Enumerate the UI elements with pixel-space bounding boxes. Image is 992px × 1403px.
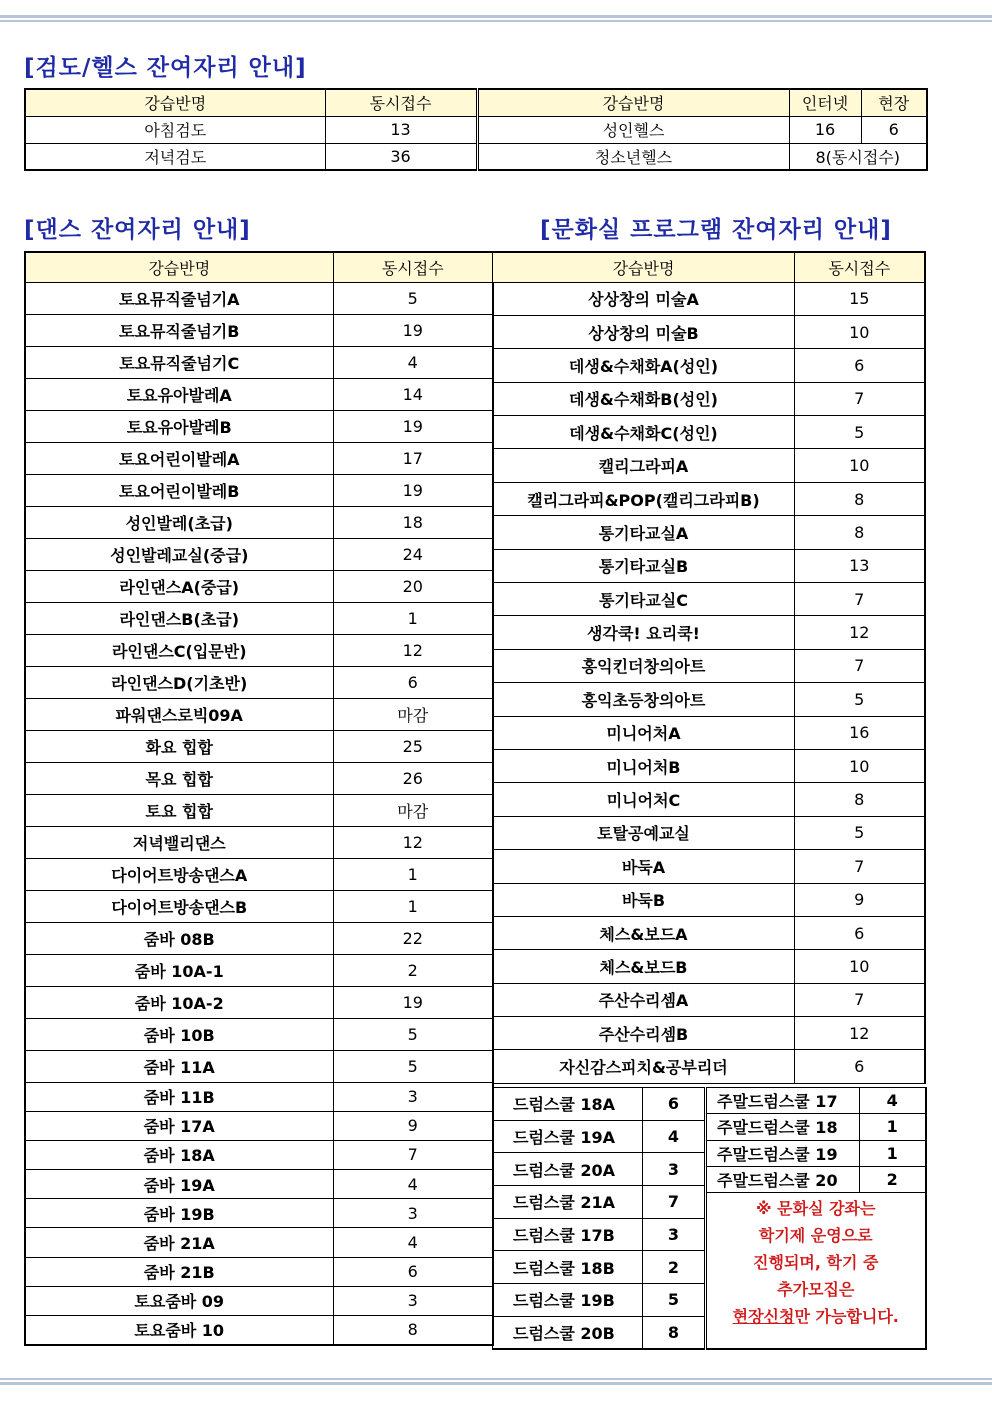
seat-count: 19 (333, 986, 493, 1018)
class-name: 토요줌바 09 (25, 1286, 333, 1315)
class-name: 홍익초등창의아트 (493, 683, 795, 716)
class-name: 토요유아발레A (25, 378, 333, 410)
class-name: 아침검도 (25, 116, 325, 143)
bottom-frame-line (0, 1378, 992, 1385)
class-name: 캘리그라피A (493, 449, 795, 482)
table-row (493, 883, 925, 916)
table-row (25, 1170, 493, 1199)
seat-count: 4 (860, 1088, 926, 1114)
class-name: 줌바 10A-1 (25, 954, 333, 986)
class-name: 자신감스피치&공부리더 (493, 1050, 795, 1083)
seat-count: 3 (333, 1199, 493, 1228)
table-row (25, 1286, 493, 1315)
internet-count: 16 (789, 116, 861, 143)
class-name: 드럼스쿨 18A (493, 1088, 643, 1121)
table-row (25, 506, 493, 538)
class-name: 줌바 08B (25, 922, 333, 954)
seat-count: 1 (860, 1114, 926, 1140)
table-row (25, 538, 493, 570)
class-name: 토요유아발레B (25, 410, 333, 442)
table-row (25, 1140, 493, 1169)
note-line (707, 1303, 925, 1330)
table-row (493, 583, 925, 616)
seat-count: 4 (333, 346, 493, 378)
seat-count: 2 (333, 954, 493, 986)
note-line: 학기제 운영으로 (758, 1226, 873, 1246)
seat-count: 14 (333, 378, 493, 410)
class-name: 체스&보드B (493, 950, 795, 983)
table-row (493, 282, 925, 315)
header-class-name: 강습반명 (25, 89, 325, 116)
seat-count: 18 (333, 506, 493, 538)
class-name: 토요어린이발레A (25, 442, 333, 474)
seat-count: 5 (795, 683, 925, 716)
class-name: 드럼스쿨 18B (493, 1251, 643, 1284)
seat-count: 13 (795, 549, 925, 582)
seat-count: 1 (333, 602, 493, 634)
class-name: 통기타교실B (493, 549, 795, 582)
dance-title: [댄스 잔여자리 안내] (24, 217, 251, 243)
table-row (25, 143, 927, 170)
table-row (493, 816, 925, 849)
table-row (493, 649, 925, 682)
seat-count: 3 (643, 1153, 705, 1186)
seat-count: 7 (795, 850, 925, 883)
table-row (493, 1153, 705, 1186)
seat-count: 7 (795, 583, 925, 616)
class-name: 드럼스쿨 20A (493, 1153, 643, 1186)
seat-count: 5 (795, 416, 925, 449)
table-row (25, 442, 493, 474)
table-row (493, 683, 925, 716)
onsite-count: 6 (861, 116, 927, 143)
table-row (25, 730, 493, 762)
class-name: 성인발레교실(중급) (25, 538, 333, 570)
class-name: 바둑B (493, 883, 795, 916)
seat-count: 12 (333, 634, 493, 666)
class-name: 토요뮤직줄넘기A (25, 282, 333, 314)
class-name: 체스&보드A (493, 916, 795, 949)
seat-count: 7 (795, 649, 925, 682)
seat-count: 36 (325, 143, 477, 170)
class-name: 주말드럼스쿨 18 (706, 1114, 860, 1140)
seat-count: 10 (795, 449, 925, 482)
table-row (493, 382, 925, 415)
class-name: 미니어처C (493, 783, 795, 816)
dance-table (24, 251, 494, 1346)
seat-count: 마감 (333, 698, 493, 730)
seat-count: 15 (795, 282, 925, 315)
table-row (25, 346, 493, 378)
table-row (25, 410, 493, 442)
culture-title: [문화실 프로그램 잔여자리 안내] (540, 217, 892, 243)
seat-count: 1 (860, 1140, 926, 1166)
seat-count: 8 (795, 783, 925, 816)
seat-count: 4 (333, 1170, 493, 1199)
class-name: 줌바 10B (25, 1018, 333, 1050)
table-row (493, 983, 925, 1016)
class-name: 줌바 17A (25, 1111, 333, 1140)
seat-count: 4 (333, 1228, 493, 1257)
class-name: 줌바 19B (25, 1199, 333, 1228)
class-name: 줌바 10A-2 (25, 986, 333, 1018)
seat-count: 10 (795, 315, 925, 348)
class-name: 토탈공예교실 (493, 816, 795, 849)
header-internet: 인터넷 (789, 89, 861, 116)
class-name: 토요어린이발레B (25, 474, 333, 506)
weekend-drum-table (704, 1087, 927, 1350)
seat-count: 7 (795, 382, 925, 415)
seat-count: 7 (333, 1140, 493, 1169)
table-row (493, 416, 925, 449)
table-row (493, 716, 925, 749)
table-row (706, 1166, 926, 1192)
seat-count: 26 (333, 762, 493, 794)
header-class-name: 강습반명 (25, 252, 333, 282)
class-name: 라인댄스C(입문반) (25, 634, 333, 666)
table-row (493, 1251, 705, 1284)
table-row (25, 314, 493, 346)
class-name: 주말드럼스쿨 20 (706, 1166, 860, 1192)
note-line: 추가모집은 (777, 1280, 855, 1300)
seat-count: 1 (333, 858, 493, 890)
class-name: 데생&수채화C(성인) (493, 416, 795, 449)
table-row (493, 516, 925, 549)
table-row (25, 116, 927, 143)
table-row (25, 1018, 493, 1050)
table-row (493, 1218, 705, 1251)
table-row (493, 315, 925, 348)
class-name: 토요뮤직줄넘기C (25, 346, 333, 378)
table-row (25, 1050, 493, 1082)
header-simultaneous: 동시접수 (325, 89, 477, 116)
table-row (25, 1228, 493, 1257)
seat-count: 19 (333, 314, 493, 346)
class-name: 데생&수채화B(성인) (493, 382, 795, 415)
table-row (25, 794, 493, 826)
seat-count: 마감 (333, 794, 493, 826)
class-name: 목요 힙합 (25, 762, 333, 794)
class-name: 파워댄스로빅09A (25, 698, 333, 730)
table-row (493, 1050, 925, 1083)
table-row (493, 349, 925, 382)
seat-count: 3 (333, 1082, 493, 1111)
table-row (25, 762, 493, 794)
table-row (25, 826, 493, 858)
table-row (493, 1316, 705, 1349)
note-line: ※ 문화실 강좌는 (756, 1199, 876, 1219)
class-name: 라인댄스A(중급) (25, 570, 333, 602)
table-row (25, 858, 493, 890)
seat-count: 2 (860, 1166, 926, 1192)
class-name: 성인발레(초급) (25, 506, 333, 538)
table-row (493, 783, 925, 816)
table-row (493, 950, 925, 983)
seat-count: 9 (333, 1111, 493, 1140)
seat-count: 6 (795, 1050, 925, 1083)
class-name: 생각쿡! 요리쿡! (493, 616, 795, 649)
seat-count: 17 (333, 442, 493, 474)
registration-note (706, 1193, 926, 1349)
seat-count: 1 (333, 890, 493, 922)
seat-count: 5 (795, 816, 925, 849)
seat-count: 9 (795, 883, 925, 916)
seat-count: 6 (333, 666, 493, 698)
header-simultaneous: 동시접수 (795, 252, 925, 282)
seat-count: 10 (795, 950, 925, 983)
table-row (25, 986, 493, 1018)
seat-count: 20 (333, 570, 493, 602)
class-name: 토요 힙합 (25, 794, 333, 826)
class-name: 통기타교실A (493, 516, 795, 549)
class-name: 드럼스쿨 19B (493, 1284, 643, 1317)
note-line: 진행되며, 학기 중 (753, 1253, 879, 1273)
table-row (25, 602, 493, 634)
class-name: 통기타교실C (493, 583, 795, 616)
seat-count: 25 (333, 730, 493, 762)
table-row (25, 666, 493, 698)
class-name: 바둑A (493, 850, 795, 883)
table-row (25, 890, 493, 922)
table-row (706, 1088, 926, 1114)
table-row (25, 1082, 493, 1111)
class-name: 성인헬스 (477, 116, 789, 143)
table-row (25, 1257, 493, 1286)
table-row (706, 1114, 926, 1140)
table-row (25, 570, 493, 602)
table-row (25, 698, 493, 730)
table-row (25, 474, 493, 506)
class-name: 주산수리셈B (493, 1017, 795, 1050)
table-row (493, 1186, 705, 1219)
seat-count: 6 (795, 349, 925, 382)
drum-table (492, 1087, 705, 1350)
class-name: 라인댄스D(기초반) (25, 666, 333, 698)
seat-count: 4 (643, 1120, 705, 1153)
class-name: 화요 힙합 (25, 730, 333, 762)
seat-count: 3 (643, 1218, 705, 1251)
class-name: 주말드럼스쿨 17 (706, 1088, 860, 1114)
table-row (25, 954, 493, 986)
table-row (25, 1111, 493, 1140)
seat-count: 5 (643, 1284, 705, 1317)
class-name: 줌바 21A (25, 1228, 333, 1257)
seat-count: 6 (333, 1257, 493, 1286)
seat-count: 12 (795, 1017, 925, 1050)
header-class-name: 강습반명 (477, 89, 789, 116)
seat-count: 12 (795, 616, 925, 649)
class-name: 데생&수채화A(성인) (493, 349, 795, 382)
table-row (493, 916, 925, 949)
table-row (25, 1199, 493, 1228)
seat-count: 5 (333, 1050, 493, 1082)
seat-count: 8 (795, 482, 925, 515)
table-row (25, 634, 493, 666)
seat-count: 7 (795, 983, 925, 1016)
class-name: 줌바 11B (25, 1082, 333, 1111)
class-name: 다이어트방송댄스B (25, 890, 333, 922)
class-name: 저녁밸리댄스 (25, 826, 333, 858)
seat-count: 5 (333, 1018, 493, 1050)
class-name: 상상창의 미술B (493, 315, 795, 348)
table-row (25, 282, 493, 314)
seat-count: 10 (795, 749, 925, 782)
class-name: 드럼스쿨 19A (493, 1120, 643, 1153)
seat-count: 22 (333, 922, 493, 954)
seat-count: 16 (795, 716, 925, 749)
seat-count: 13 (325, 116, 477, 143)
kendo-health-table (24, 88, 928, 171)
seat-count: 7 (643, 1186, 705, 1219)
class-name: 상상창의 미술A (493, 282, 795, 315)
class-name: 미니어처A (493, 716, 795, 749)
seat-count: 3 (333, 1286, 493, 1315)
class-name: 홍익킨더창의아트 (493, 649, 795, 682)
table-row (25, 378, 493, 410)
seat-count: 8 (643, 1316, 705, 1349)
table-row (25, 922, 493, 954)
class-name: 미니어처B (493, 749, 795, 782)
header-simultaneous: 동시접수 (333, 252, 493, 282)
table-row (493, 616, 925, 649)
table-row (493, 549, 925, 582)
seat-count: 24 (333, 538, 493, 570)
class-name: 저녁검도 (25, 143, 325, 170)
class-name: 줌바 18A (25, 1140, 333, 1169)
seat-count: 8 (795, 516, 925, 549)
class-name: 주말드럼스쿨 19 (706, 1140, 860, 1166)
header-class-name: 강습반명 (493, 252, 795, 282)
class-name: 다이어트방송댄스A (25, 858, 333, 890)
table-row (493, 1017, 925, 1050)
class-name: 줌바 19A (25, 1170, 333, 1199)
note-text: 만 가능합니다. (794, 1307, 899, 1327)
kendo-health-title: [검도/헬스 잔여자리 안내] (24, 55, 307, 81)
onsite-apply-text: 현장신청 (732, 1307, 795, 1327)
table-row (25, 1316, 493, 1345)
class-name: 토요줌바 10 (25, 1316, 333, 1345)
class-name: 캘리그라피&POP(캘리그라피B) (493, 482, 795, 515)
seat-count: 2 (643, 1251, 705, 1284)
class-name: 줌바 11A (25, 1050, 333, 1082)
table-row (493, 1120, 705, 1153)
class-name: 라인댄스B(초급) (25, 602, 333, 634)
table-row (493, 449, 925, 482)
table-row (493, 850, 925, 883)
class-name: 토요뮤직줄넘기B (25, 314, 333, 346)
class-name: 주산수리셈A (493, 983, 795, 1016)
class-name: 줌바 21B (25, 1257, 333, 1286)
header-onsite: 현장 (861, 89, 927, 116)
class-name: 드럼스쿨 20B (493, 1316, 643, 1349)
class-name: 청소년헬스 (477, 143, 789, 170)
table-row (493, 1088, 705, 1121)
seat-count: 19 (333, 474, 493, 506)
class-name: 드럼스쿨 17B (493, 1218, 643, 1251)
table-row (493, 1284, 705, 1317)
seat-count: 6 (795, 916, 925, 949)
culture-table (492, 251, 926, 1084)
seat-count: 5 (333, 282, 493, 314)
seat-count: 8 (333, 1316, 493, 1345)
seat-count: 12 (333, 826, 493, 858)
merged-count: 8(동시접수) (789, 143, 927, 170)
class-name: 드럼스쿨 21A (493, 1186, 643, 1219)
table-row (493, 482, 925, 515)
seat-count: 19 (333, 410, 493, 442)
top-frame-line (0, 15, 992, 22)
seat-count: 6 (643, 1088, 705, 1121)
table-row (493, 749, 925, 782)
table-row (706, 1140, 926, 1166)
